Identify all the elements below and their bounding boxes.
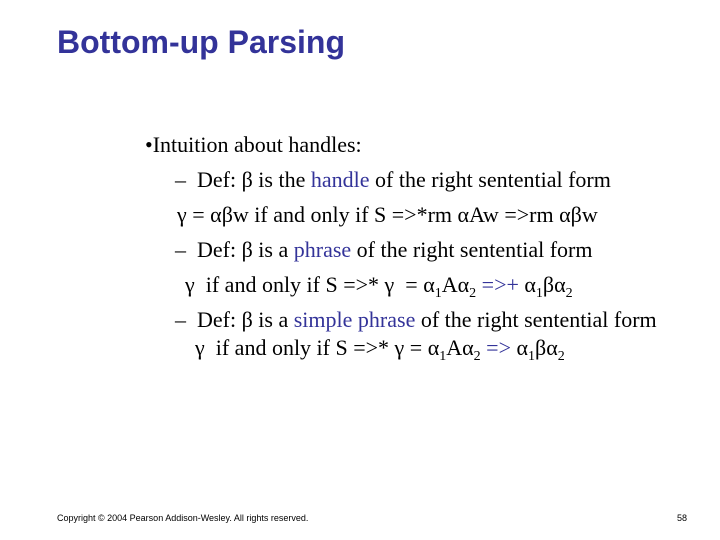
slide-title: Bottom-up Parsing — [57, 24, 345, 60]
term-simple-phrase: simple phrase — [293, 307, 416, 332]
dash-icon: – — [175, 237, 186, 262]
copyright-footer: Copyright © 2004 Pearson Addison-Wesley. All rights reserved. — [57, 513, 309, 523]
term-handle: handle — [310, 167, 370, 192]
page-number: 58 — [677, 513, 688, 523]
definition-handle: – Def: β is the handle of the right sentential form — [175, 167, 611, 192]
derives-arrow: => — [486, 335, 511, 360]
bullet-intuition — [145, 132, 362, 158]
definition-handle-condition: γ = αβw if and only if S =>*rm αAw =>rm αβw — [177, 202, 598, 227]
derives-plus: =>+ — [481, 272, 519, 297]
intuition-text: Intuition about handles: — [152, 132, 362, 157]
dash-icon: – — [175, 167, 186, 192]
bullet-icon: • — [145, 132, 153, 157]
dash-icon: – — [175, 307, 186, 332]
term-phrase: phrase — [293, 237, 352, 262]
definition-simple-phrase: – Def: β is a simple phrase of the right sentential form — [175, 307, 657, 332]
definition-phrase: – Def: β is a phrase of the right sentential form — [175, 237, 593, 262]
definition-phrase-condition: γ if and only if S =>* $\gamma = \alpha_1A\alpha_2$ =>+ $\alpha_1\beta\alpha_2$ — [185, 272, 573, 301]
definition-simple-phrase-condition: γ if and only if S =>* $\gamma = \alpha_1A\alpha_2 => \alpha_1\beta\alpha_2$ — [195, 335, 565, 364]
